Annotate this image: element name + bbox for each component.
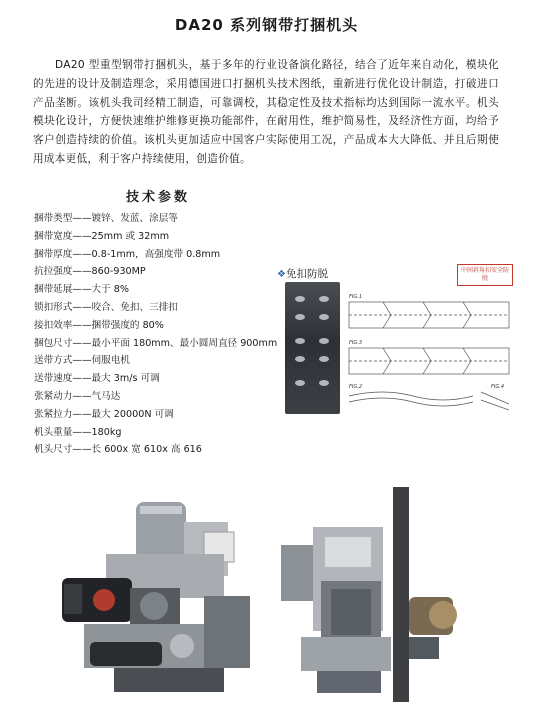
spec-item: 捆包尺寸——最小平面 180mm、最小圆周直径 900mm — [34, 337, 278, 349]
spec-item: 机头尺寸——长 600x 宽 610x 高 616 — [34, 444, 202, 456]
page-title: DA20 系列钢带打捆机头 — [174, 16, 359, 34]
fig-label: FIG.4 — [491, 384, 504, 390]
figure-label-text: 免扣防脱 — [285, 268, 328, 280]
specs-list — [34, 210, 277, 459]
specs-heading: 技术参数 — [126, 190, 191, 205]
spec-item: 接扣效率——捆带强度的 80% — [34, 319, 164, 331]
spec-item: 捆带厚度——0.8-1mm，高强度带 0.8mm — [34, 248, 221, 260]
spec-item: 捆带类型——镀锌、发蓝、涂层等 — [34, 213, 178, 224]
diagram-callout: 中间斜角扣安全防脱 — [457, 264, 513, 286]
spec-item: 送带速度——最大 3m/s 可调 — [34, 373, 160, 385]
intro-paragraph: DA20 型重型钢带打捆机头，基于多年的行业设备演化路径，结合了近年来自动化，模块化的先进的设计及制造理念，采用德国进口打捆机头技术图纸，重新进行优化设计制造，打破进口产品垄断。该机头我司经精工制造，可靠调校，其稳定性及技术指标均达到国际一流水平。机头模块化设计，方便快速维护维修更换功能部件，在耐用性，维护简易性，及经济性方面，均给予客户创造持续的价值。该机头更加适应中国客户实际使用工况，产品成本大大降低、并且后期使用成本更低，利于客户持续使用，创造价值。 — [33, 59, 499, 165]
fig-label: FIG.2 — [349, 384, 362, 390]
buckle-diagram — [343, 264, 515, 420]
spec-item: 送带方式——伺服电机 — [34, 355, 130, 367]
fig-label: FIG.3 — [349, 340, 362, 346]
spec-item: 抗拉强度——860-930MP — [34, 266, 146, 278]
machine-photo-left — [54, 492, 260, 702]
figure-label — [277, 266, 328, 281]
strap-buckle-photo — [285, 282, 340, 414]
diamond-bullet-icon: ❖ — [277, 269, 286, 280]
spec-item: 张紧拉力——最大 20000N 可调 — [34, 408, 174, 420]
spec-item: 张紧动力——气马达 — [34, 390, 121, 402]
spec-item: 机头重量——180kg — [34, 426, 122, 438]
spec-item: 锁扣形式——咬合、免扣、三排扣 — [34, 301, 178, 313]
spec-item: 捆带延展——大于 8% — [34, 284, 130, 296]
machine-photo-right — [273, 487, 473, 702]
spec-item: 捆带宽度——25mm 或 32mm — [34, 230, 170, 242]
fig-label: FIG.1 — [349, 294, 362, 300]
